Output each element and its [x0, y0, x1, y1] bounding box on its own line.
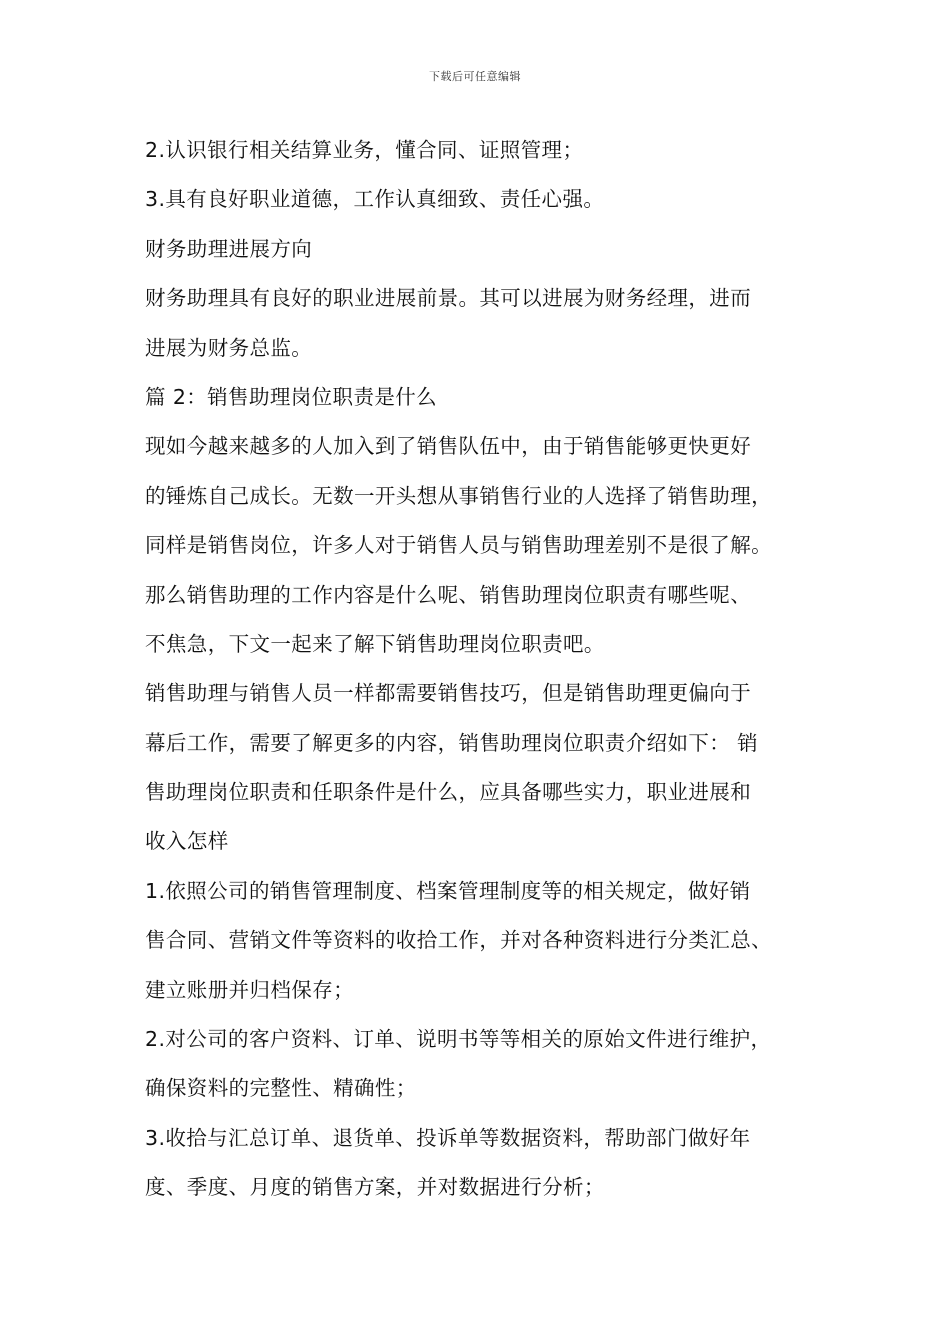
text-line: 3.收拾与汇总订单、退货单、投诉单等数据资料，帮助部门做好年	[145, 1125, 751, 1150]
text-line: 度、季度、月度的销售方案，并对数据进行分析；	[145, 1175, 605, 1200]
article-title: 篇 2：销售助理岗位职责是什么	[145, 384, 438, 409]
text-line: 3.具有良好职业道德，工作认真细致、责任心强。	[145, 187, 605, 212]
text-line: 1.依照公司的销售管理制度、档案管理制度等的相关规定，做好销	[145, 878, 751, 903]
text-line: 销售助理与销售人员一样都需要销售技巧，但是销售助理更偏向于	[145, 681, 752, 706]
text-line: 财务助理具有良好的职业进展前景。其可以进展为财务经理，进而	[145, 286, 752, 311]
text-line: 进展为财务总监。	[145, 335, 313, 360]
text-line: 确保资料的完整性、精确性；	[145, 1076, 417, 1101]
text-line: 售合同、营销文件等资料的收拾工作，并对各种资料进行分类汇总、	[145, 928, 772, 953]
text-line: 2.对公司的客户资料、订单、说明书等等相关的原始文件进行维护，	[145, 1027, 772, 1052]
text-line: 售助理岗位职责和任职条件是什么，应具备哪些实力，职业进展和	[145, 780, 752, 805]
text-line: 不焦急，下文一起来了解下销售助理岗位职责吧。	[145, 631, 605, 656]
text-line: 2.认识银行相关结算业务，懂合同、证照管理；	[145, 138, 584, 162]
page-header: 下载后可任意编辑	[429, 70, 521, 83]
text-line: 同样是销售岗位，许多人对于销售人员与销售助理差别不是很了解。	[145, 533, 772, 558]
text-line: 现如今越来越多的人加入到了销售队伍中，由于销售能够更快更好	[145, 434, 752, 459]
text-line: 幕后工作，需要了解更多的内容，销售助理岗位职责介绍如下： 销	[145, 730, 759, 755]
text-line: 那么销售助理的工作内容是什么呢、销售助理岗位职责有哪些呢、	[145, 582, 752, 607]
document-body	[145, 126, 825, 1213]
text-line: 收入怎样	[145, 829, 229, 854]
section-heading: 财务助理进展方向	[145, 236, 313, 261]
text-line: 的锤炼自己成长。无数一开头想从事销售行业的人选择了销售助理，	[145, 483, 772, 508]
text-line: 建立账册并归档保存；	[145, 977, 354, 1002]
